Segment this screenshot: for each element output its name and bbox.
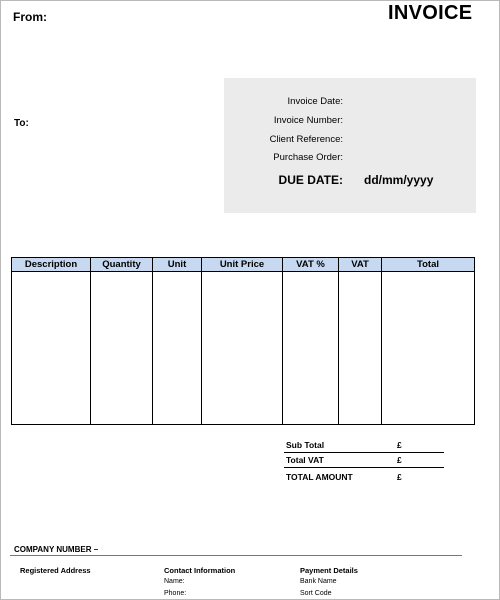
vat-percent-cell[interactable] [283,272,339,425]
total-vat-currency: £ [397,455,402,465]
footer-rule [10,555,462,556]
sub-total-label: Sub Total [286,440,325,450]
column-header-description: Description [12,258,91,272]
quantity-cell[interactable] [91,272,153,425]
payment-details-label: Payment Details [300,566,358,575]
from-label: From: [13,10,47,24]
total-amount-label: TOTAL AMOUNT [286,472,353,482]
total-vat-rule [284,467,444,468]
unit-price-cell[interactable] [202,272,283,425]
column-header-vat-percent: VAT % [283,258,339,272]
to-label: To: [14,118,29,129]
purchase-order-label: Purchase Order: [273,152,343,163]
invoice-details-panel [224,78,476,213]
column-header-vat: VAT [339,258,382,272]
column-header-unit: Unit [153,258,202,272]
total-vat-label: Total VAT [286,455,324,465]
contact-information-label: Contact Information [164,566,236,575]
line-items-table [11,257,475,425]
contact-name-label: Name: [164,578,185,585]
invoice-date-label: Invoice Date: [287,96,343,107]
column-header-unit-price: Unit Price [202,258,283,272]
vat-cell[interactable] [339,272,382,425]
column-header-quantity: Quantity [91,258,153,272]
description-cell[interactable] [12,272,91,425]
total-amount-currency: £ [397,472,402,482]
invoice-number-label: Invoice Number: [273,115,343,126]
total-cell[interactable] [382,272,475,425]
sort-code-label: Sort Code [300,590,332,597]
bank-name-label: Bank Name [300,578,337,585]
company-number-label: COMPANY NUMBER – [14,545,99,554]
client-reference-label: Client Reference: [269,134,343,145]
sub-total-rule [284,452,444,453]
invoice-title: INVOICE [388,2,473,24]
sub-total-currency: £ [397,440,402,450]
table-row [12,272,475,425]
unit-cell[interactable] [153,272,202,425]
table-header-row [12,258,475,272]
column-header-total: Total [382,258,475,272]
due-date-label: DUE DATE: [278,173,343,187]
registered-address-label: Registered Address [20,566,91,575]
due-date-value: dd/mm/yyyy [364,173,434,187]
contact-phone-label: Phone: [164,590,187,597]
